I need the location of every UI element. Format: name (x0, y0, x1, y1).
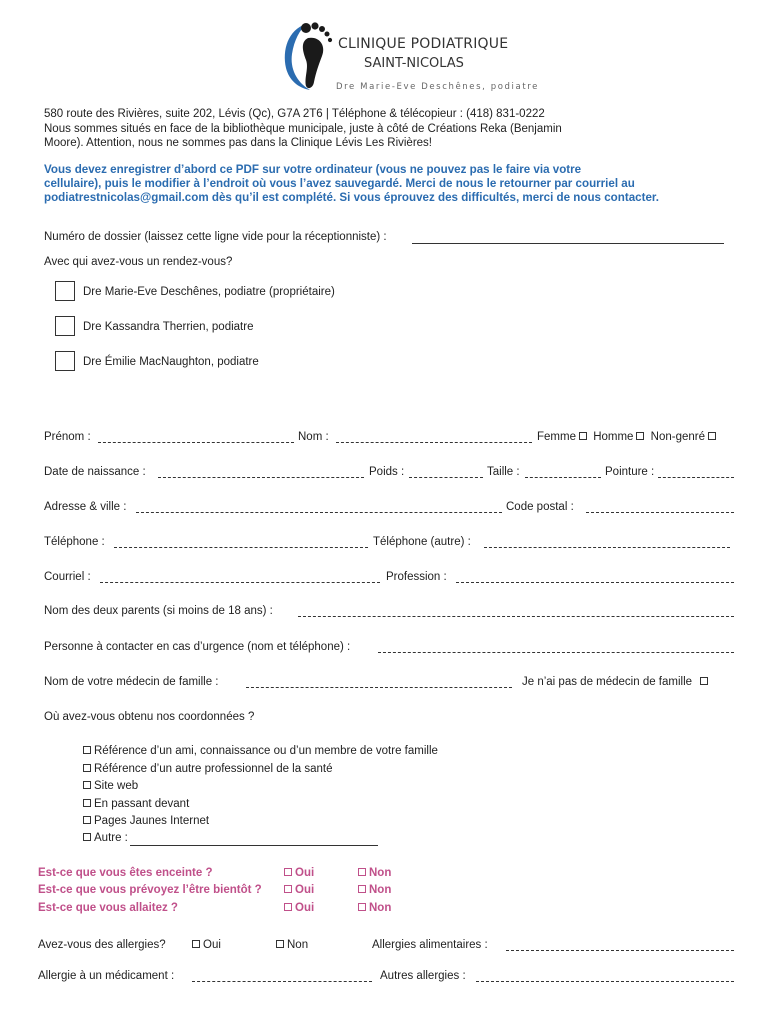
pregnancy-question-2: Est-ce que vous prévoyez l’être bientôt ? (38, 884, 262, 896)
rdv-question: Avec qui avez-vous un rendez-vous? (44, 256, 233, 268)
allergies-alimentaires-input[interactable] (506, 950, 734, 951)
allergies-non-checkbox[interactable] (276, 940, 284, 948)
courriel-label: Courriel : (44, 571, 91, 583)
dossier-label: Numéro de dossier (laissez cette ligne vide pour la réceptionniste) : (44, 231, 387, 243)
autres-allergies-input[interactable] (476, 981, 734, 982)
doctor-label-3: Dre Émilie MacNaughton, podiatre (83, 356, 259, 368)
telephone-input[interactable] (114, 547, 368, 548)
homme-checkbox[interactable] (636, 432, 644, 440)
allergies-oui-checkbox[interactable] (192, 940, 200, 948)
source-label-4: En passant devant (94, 798, 190, 810)
telephone-autre-label: Téléphone (autre) : (373, 536, 471, 548)
pregnancy-question-3: Est-ce que vous allaitez ? (38, 902, 178, 914)
clinic-doctor-line: Dre Marie-Eve Deschênes, podiatre (336, 82, 539, 92)
code-postal-label: Code postal : (506, 501, 574, 513)
urgence-input[interactable] (378, 652, 734, 653)
pregnancy-non-label-2: Non (369, 884, 392, 896)
allergies-alimentaires-label: Allergies alimentaires : (372, 939, 488, 951)
prenom-label: Prénom : (44, 431, 91, 443)
source-option-2[interactable] (83, 763, 332, 775)
pregnancy-oui-label-3: Oui (295, 902, 315, 914)
source-option-3[interactable] (83, 780, 138, 792)
profession-input[interactable] (456, 582, 734, 583)
autres-allergies-label: Autres allergies : (380, 970, 466, 982)
code-postal-input[interactable] (586, 512, 734, 513)
source-checkbox-4[interactable] (83, 799, 91, 807)
allergie-medicament-label: Allergie à un médicament : (38, 970, 175, 982)
pregnancy-question-1: Est-ce que vous êtes enceinte ? (38, 867, 213, 879)
source-option-5[interactable] (83, 815, 209, 827)
parents-input[interactable] (298, 616, 734, 617)
pregnancy-non-label-1: Non (369, 867, 392, 879)
taille-label: Taille : (487, 466, 520, 478)
adresse-input[interactable] (136, 512, 502, 513)
allergie-medicament-input[interactable] (192, 981, 372, 982)
poids-input[interactable] (409, 477, 483, 478)
medecin-input[interactable] (246, 687, 512, 688)
doctor-label-2: Dre Kassandra Therrien, podiatre (83, 321, 254, 333)
profession-label: Profession : (386, 571, 447, 583)
source-checkbox-2[interactable] (83, 764, 91, 772)
doctor-checkbox-3[interactable] (55, 351, 75, 371)
telephone-label: Téléphone : (44, 536, 105, 548)
homme-label: Homme (593, 431, 634, 443)
non-genre-label: Non-genré (650, 431, 705, 443)
naissance-label: Date de naissance : (44, 466, 146, 478)
allergies-non-label: Non (287, 939, 309, 951)
adresse-label: Adresse & ville : (44, 501, 127, 513)
pregnancy-oui-checkbox-3[interactable] (284, 903, 292, 911)
source-label-5: Pages Jaunes Internet (94, 815, 210, 827)
source-option-4[interactable] (83, 798, 189, 810)
pregnancy-oui-3[interactable] (284, 902, 314, 914)
source-label-6: Autre : (94, 832, 128, 844)
pregnancy-oui-1[interactable] (284, 867, 314, 879)
source-question: Où avez-vous obtenu nos coordonnées ? (44, 711, 255, 723)
pas-medecin-label: Je n’ai pas de médecin de famille (522, 676, 693, 688)
pregnancy-non-checkbox-2[interactable] (358, 885, 366, 893)
taille-input[interactable] (525, 477, 601, 478)
prenom-input[interactable] (98, 442, 294, 443)
clinic-name-line1: CLINIQUE PODIATRIQUE (338, 36, 509, 52)
allergies-non[interactable] (276, 939, 308, 951)
femme-checkbox[interactable] (579, 432, 587, 440)
source-label-2: Référence d’un autre professionnel de la santé (94, 763, 333, 775)
pointure-input[interactable] (658, 477, 734, 478)
doctor-checkbox-2[interactable] (55, 316, 75, 336)
allergies-oui[interactable] (192, 939, 221, 951)
pregnancy-oui-label-2: Oui (295, 884, 315, 896)
source-checkbox-5[interactable] (83, 816, 91, 824)
poids-label: Poids : (369, 466, 405, 478)
courriel-input[interactable] (100, 582, 380, 583)
pregnancy-oui-checkbox-2[interactable] (284, 885, 292, 893)
telephone-autre-input[interactable] (484, 547, 730, 548)
pregnancy-non-3[interactable] (358, 902, 391, 914)
source-option-1[interactable] (83, 745, 438, 757)
femme-label: Femme (537, 431, 576, 443)
pregnancy-non-2[interactable] (358, 884, 391, 896)
notice-line-1: Vous devez enregistrer d’abord ce PDF sur votre ordinateur (vous ne pouvez pas le faire via votre (44, 163, 582, 176)
source-label-1: Référence d’un ami, connaissance ou d’un membre de votre famille (94, 745, 438, 757)
source-checkbox-1[interactable] (83, 746, 91, 754)
non-genre-checkbox[interactable] (708, 432, 716, 440)
pointure-label: Pointure : (605, 466, 655, 478)
source-autre-input[interactable] (130, 845, 378, 846)
nom-label: Nom : (298, 431, 329, 443)
foot-logo-icon (276, 16, 342, 96)
source-option-6[interactable] (83, 832, 128, 844)
naissance-input[interactable] (158, 477, 364, 478)
notice-line-3: podiatrestnicolas@gmail.com dès qu’il est complété. Si vous éprouvez des difficultés, merci de nous contacter. (44, 191, 659, 204)
allergies-oui-label: Oui (203, 939, 221, 951)
address-line: 580 route des Rivières, suite 202, Lévis (Qc), G7A 2T6 | Téléphone & télécopieur : (418) 831-0222 (44, 108, 545, 120)
pregnancy-non-1[interactable] (358, 867, 391, 879)
pregnancy-non-label-3: Non (369, 902, 392, 914)
clinic-name-line2: SAINT-NICOLAS (364, 56, 464, 71)
allergies-question: Avez-vous des allergies? (38, 939, 166, 951)
pregnancy-oui-checkbox-1[interactable] (284, 868, 292, 876)
doctor-label-1: Dre Marie-Eve Deschênes, podiatre (propriétaire) (83, 286, 335, 298)
notice-line-2: cellulaire), puis le modifier à l’endroit où vous l’avez sauvegardé. Merci de nous le retourner par courriel au (44, 177, 635, 190)
medecin-label: Nom de votre médecin de famille : (44, 676, 219, 688)
pregnancy-oui-label-1: Oui (295, 867, 315, 879)
location-line-1: Nous sommes situés en face de la bibliothèque municipale, juste à côté de Créations Reka (Benjamin (44, 123, 562, 135)
nom-input[interactable] (336, 442, 532, 443)
pregnancy-non-checkbox-3[interactable] (358, 903, 366, 911)
dossier-input[interactable] (412, 243, 724, 244)
pas-medecin-checkbox[interactable] (700, 677, 708, 685)
gender-options (537, 431, 719, 443)
pregnancy-non-checkbox-1[interactable] (358, 868, 366, 876)
source-label-3: Site web (94, 780, 139, 792)
source-checkbox-6[interactable] (83, 833, 91, 841)
source-checkbox-3[interactable] (83, 781, 91, 789)
pas-medecin-option (522, 676, 711, 688)
pregnancy-oui-2[interactable] (284, 884, 314, 896)
doctor-checkbox-1[interactable] (55, 281, 75, 301)
parents-label: Nom des deux parents (si moins de 18 ans) : (44, 605, 273, 617)
location-line-2: Moore). Attention, nous ne sommes pas dans la Clinique Lévis Les Rivières! (44, 137, 433, 149)
urgence-label: Personne à contacter en cas d’urgence (nom et téléphone) : (44, 641, 351, 653)
